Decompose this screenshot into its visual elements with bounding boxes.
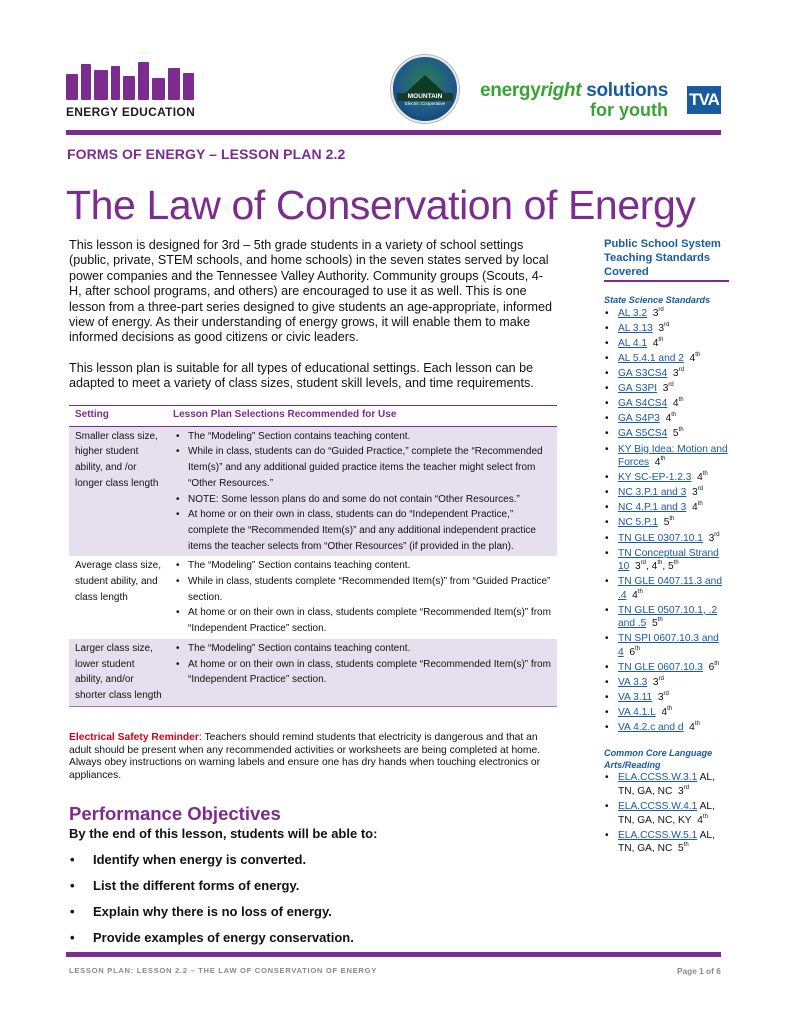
table-cell-setting: Average class size, student ability, and class length <box>75 560 161 603</box>
standard-item <box>618 443 732 470</box>
tva-logo: TVA <box>687 86 721 114</box>
table-row <box>69 556 557 639</box>
standard-item <box>618 516 732 530</box>
page-title: The Law of Conservation of Energy <box>66 182 696 228</box>
standard-grades: 4th <box>655 706 673 719</box>
standard-item <box>618 532 732 546</box>
standard-link[interactable]: VA 4.1.L <box>618 707 656 719</box>
standard-link[interactable]: KY SC-EP-1.2.3 <box>618 472 692 484</box>
standard-grades: 4th <box>691 813 708 826</box>
safety-reminder <box>69 732 559 783</box>
standard-item <box>618 800 732 827</box>
standard-item <box>618 661 732 675</box>
state-standards-heading: State Science Standards <box>604 295 711 306</box>
bullet-icon: • <box>70 930 75 945</box>
mountain-electric-logo <box>391 55 459 123</box>
safety-label: Electrical Safety Reminder <box>69 732 199 743</box>
intro-paragraph-2: This lesson plan is suitable for all types of educational settings. Each lesson can be adapted to meet a variety of class sizes, student skill levels, and time requirements. <box>69 361 534 391</box>
page-number: Page 1 of 6 <box>677 966 721 976</box>
standard-item <box>618 337 732 351</box>
standard-item <box>618 412 732 426</box>
standard-item <box>618 676 732 690</box>
standard-grades: 5th <box>646 617 663 630</box>
standard-item <box>618 352 732 366</box>
standard-link[interactable]: VA 3.3 <box>618 677 648 689</box>
standard-item <box>618 632 732 659</box>
footer-rule <box>66 952 721 957</box>
standard-states: AL, TN, GA, NC <box>618 772 715 797</box>
sidebar-heading: Public School System Teaching Standards Covered <box>604 238 729 282</box>
standard-grades: 3rd <box>657 382 674 395</box>
standard-link[interactable]: ELA.CCSS.W.5.1 <box>618 829 698 841</box>
lesson-kicker: FORMS OF ENERGY – LESSON PLAN 2.2 <box>67 146 346 162</box>
standards-sidebar <box>604 238 732 857</box>
lesson-settings-table <box>69 405 557 707</box>
standard-link[interactable]: NC 4.P.1 and 3 <box>618 502 687 514</box>
standard-item <box>618 397 732 411</box>
standard-link[interactable]: ELA.CCSS.W.3.1 <box>618 772 698 784</box>
standard-grades: 4th <box>649 456 666 469</box>
standard-grades: 4th <box>686 501 703 514</box>
standard-link[interactable]: GA S5CS4 <box>618 428 668 440</box>
standard-grades: 4th <box>667 397 684 410</box>
table-header-setting: Setting <box>69 406 167 427</box>
standard-item <box>618 322 732 336</box>
energy-education-logo <box>66 62 208 120</box>
standard-link[interactable]: AL 3.2 <box>618 307 648 319</box>
standard-link[interactable]: ELA.CCSS.W.4.1 <box>618 801 698 813</box>
standard-states: AL, TN, GA, NC <box>618 829 715 855</box>
standard-item <box>618 829 732 856</box>
standard-item <box>618 486 732 500</box>
table-cell-selections <box>167 426 557 556</box>
list-item: • At home or on their own in class, students can do “Independent Practice,” complete the “Recommended Item(s)” and any additional independent practice items the teacher selects from “Other Resources” (if provided in the plan). <box>188 507 553 554</box>
standard-item <box>618 691 732 705</box>
energyright-logo <box>480 80 668 121</box>
standard-link[interactable]: TN GLE 0607.10.3 <box>618 661 703 673</box>
list-item: • While in class, students complete “Recommended Item(s)” from “Guided Practice” section. <box>188 574 553 605</box>
standard-grades: 4th <box>659 412 677 425</box>
table-cell-setting: Smaller class size, higher student ability, and /or longer class length <box>69 426 167 556</box>
standard-item <box>618 721 732 735</box>
intro-paragraph-1: This lesson is designed for 3rd – 5th grade students in a variety of school settings (public, private, STEM schools, and home schools) in the seven states served by local power companies and the Tennessee Valley Authority. Community groups (Scouts, 4-H, after school programs, and others) are encouraged to use it as well. This is one lesson from a three-part series designed to give students an age-appropriate, informed view of energy. As their understanding of energy grows, it will enable them to make informed decisions as good citizens or civic leaders. <box>69 238 553 345</box>
standard-item <box>618 427 732 441</box>
common-core-heading: Common Core Language Arts/Reading <box>604 747 713 771</box>
common-core-list <box>604 771 732 855</box>
energyright-word-2: right <box>540 80 582 101</box>
table-header-selections: Lesson Plan Selections Recommended for Use <box>167 406 557 427</box>
standard-link[interactable]: GA S4CS4 <box>618 398 668 410</box>
safety-text: : Teachers should remind students that electricity is dangerous and that an adult should be present when any recommended activities or worksheets are being completed at home. Always obey instructions on warning labels and ensure one has dry hands when touching electronics or appliances. <box>69 732 541 782</box>
table-cell-setting: Larger class size, lower student ability, and/or shorter class length <box>69 639 167 706</box>
list-item: • The “Modeling” Section contains teaching content. <box>188 641 553 657</box>
standard-item <box>618 771 732 798</box>
objective-text: Provide examples of energy conservation. <box>93 930 354 945</box>
energyright-word-3: solutions <box>581 80 668 101</box>
standard-states: AL, TN, GA, NC, KY <box>618 801 715 826</box>
objective-text: List the different forms of energy. <box>93 878 300 893</box>
bullet-icon: • <box>70 904 75 919</box>
standard-link[interactable]: NC 3.P.1 and 3 <box>618 487 687 499</box>
energy-education-glyphs <box>66 62 208 100</box>
standard-grades: 6th <box>623 645 641 658</box>
list-item: • The “Modeling” Section contains teaching content. <box>188 429 553 445</box>
bullet-icon: • <box>70 878 75 893</box>
standard-grades: 6th <box>702 660 720 673</box>
standard-link[interactable]: TN GLE 0407.11.3 and .4 <box>618 576 723 601</box>
mountain-logo-sub: Electric Cooperative <box>404 101 446 106</box>
standard-item <box>618 501 732 515</box>
standard-link[interactable]: GA S3PI <box>618 383 658 395</box>
performance-subheading: By the end of this lesson, students will be able to: <box>69 826 378 841</box>
standard-grades: 5th <box>672 842 689 855</box>
energyright-tagline: for youth <box>589 100 668 120</box>
standard-link[interactable]: TN GLE 0507.10.1, .2 and .5 <box>618 604 718 630</box>
standard-grades: 3rd <box>667 367 684 380</box>
standard-grades: 3rd <box>702 531 720 544</box>
standard-grades: 4th <box>691 471 708 484</box>
standard-link[interactable]: AL 3.13 <box>618 322 653 334</box>
standard-item <box>618 547 732 574</box>
energy-education-label: ENERGY EDUCATION <box>66 105 196 119</box>
standard-grades: 3rd <box>652 691 669 704</box>
list-item: • At home or on their own in class, students complete “Recommended Item(s)” from “Independent Practice” section. <box>188 605 553 636</box>
energyright-word-1: energy <box>480 80 541 101</box>
table-row <box>69 639 557 706</box>
standard-link[interactable]: KY Big Idea: Motion and Forces <box>618 443 728 469</box>
standard-grades: 5th <box>667 427 684 440</box>
standard-grades: 3rd, 4th, 5th <box>629 560 679 573</box>
standard-item <box>618 367 732 381</box>
footer-lesson-label: LESSON PLAN: LESSON 2.2 – THE LAW OF CONSERVATION OF ENERGY <box>69 966 377 975</box>
standard-item <box>618 307 732 321</box>
list-item: • The “Modeling” Section contains teaching content. <box>188 558 553 574</box>
list-item: • At home or on their own in class, students complete “Recommended Item(s)” from “Independent Practice” section. <box>188 657 553 688</box>
bullet-icon: • <box>70 852 75 867</box>
standard-link[interactable]: TN GLE 0307.10.1 <box>618 532 703 544</box>
performance-heading: Performance Objectives <box>69 803 281 824</box>
list-item: • While in class, students can do “Guided Practice,” complete the “Recommended Item(s)” and any additional guided practice items the teacher might select from “Other Resources.” <box>188 444 553 491</box>
standard-link[interactable]: GA S4P3 <box>618 413 660 425</box>
objective-text: Identify when energy is converted. <box>93 852 307 867</box>
standard-grades: 3rd <box>647 306 664 319</box>
mountain-logo-name: MOUNTAIN <box>397 93 453 101</box>
standard-link[interactable]: VA 4.2.c and d <box>618 722 684 734</box>
standard-link[interactable]: AL 5.4.1 and 2 <box>618 352 684 364</box>
standard-item <box>618 382 732 396</box>
standard-grades: 5th <box>658 516 675 529</box>
standard-grades: 3rd <box>672 784 690 797</box>
standard-item <box>618 604 732 631</box>
table-row <box>69 426 557 556</box>
standard-grades: 3rd <box>686 486 704 499</box>
list-item: • NOTE: Some lesson plans do and some do not contain “Other Resources.” <box>188 492 553 508</box>
standard-grades: 3rd <box>647 676 664 689</box>
standard-grades: 3rd <box>652 321 670 334</box>
standard-link[interactable]: VA 3.11 <box>618 692 653 704</box>
standard-link[interactable]: GA S3CS4 <box>618 368 668 380</box>
standard-link[interactable]: TN Conceptual Strand 10 <box>618 547 719 573</box>
objective-text: Explain why there is no loss of energy. <box>93 904 332 919</box>
standard-item <box>618 706 732 720</box>
table-cell-selections <box>167 556 557 639</box>
standard-grades: 4th <box>647 336 664 349</box>
standard-item <box>618 471 732 485</box>
standard-link[interactable]: AL 4.1 <box>618 337 648 349</box>
standard-link[interactable]: TN SPI 0607.10.3 and 4 <box>618 633 719 658</box>
state-standards-list <box>604 307 732 735</box>
standard-grades: 4th <box>626 588 643 601</box>
standard-link[interactable]: NC 5.P.1 <box>618 517 659 529</box>
header-rule <box>66 130 721 135</box>
table-cell-selections <box>167 639 557 706</box>
standard-grades: 4th <box>683 351 701 364</box>
standard-grades: 4th <box>683 721 700 734</box>
standard-item <box>618 575 732 602</box>
